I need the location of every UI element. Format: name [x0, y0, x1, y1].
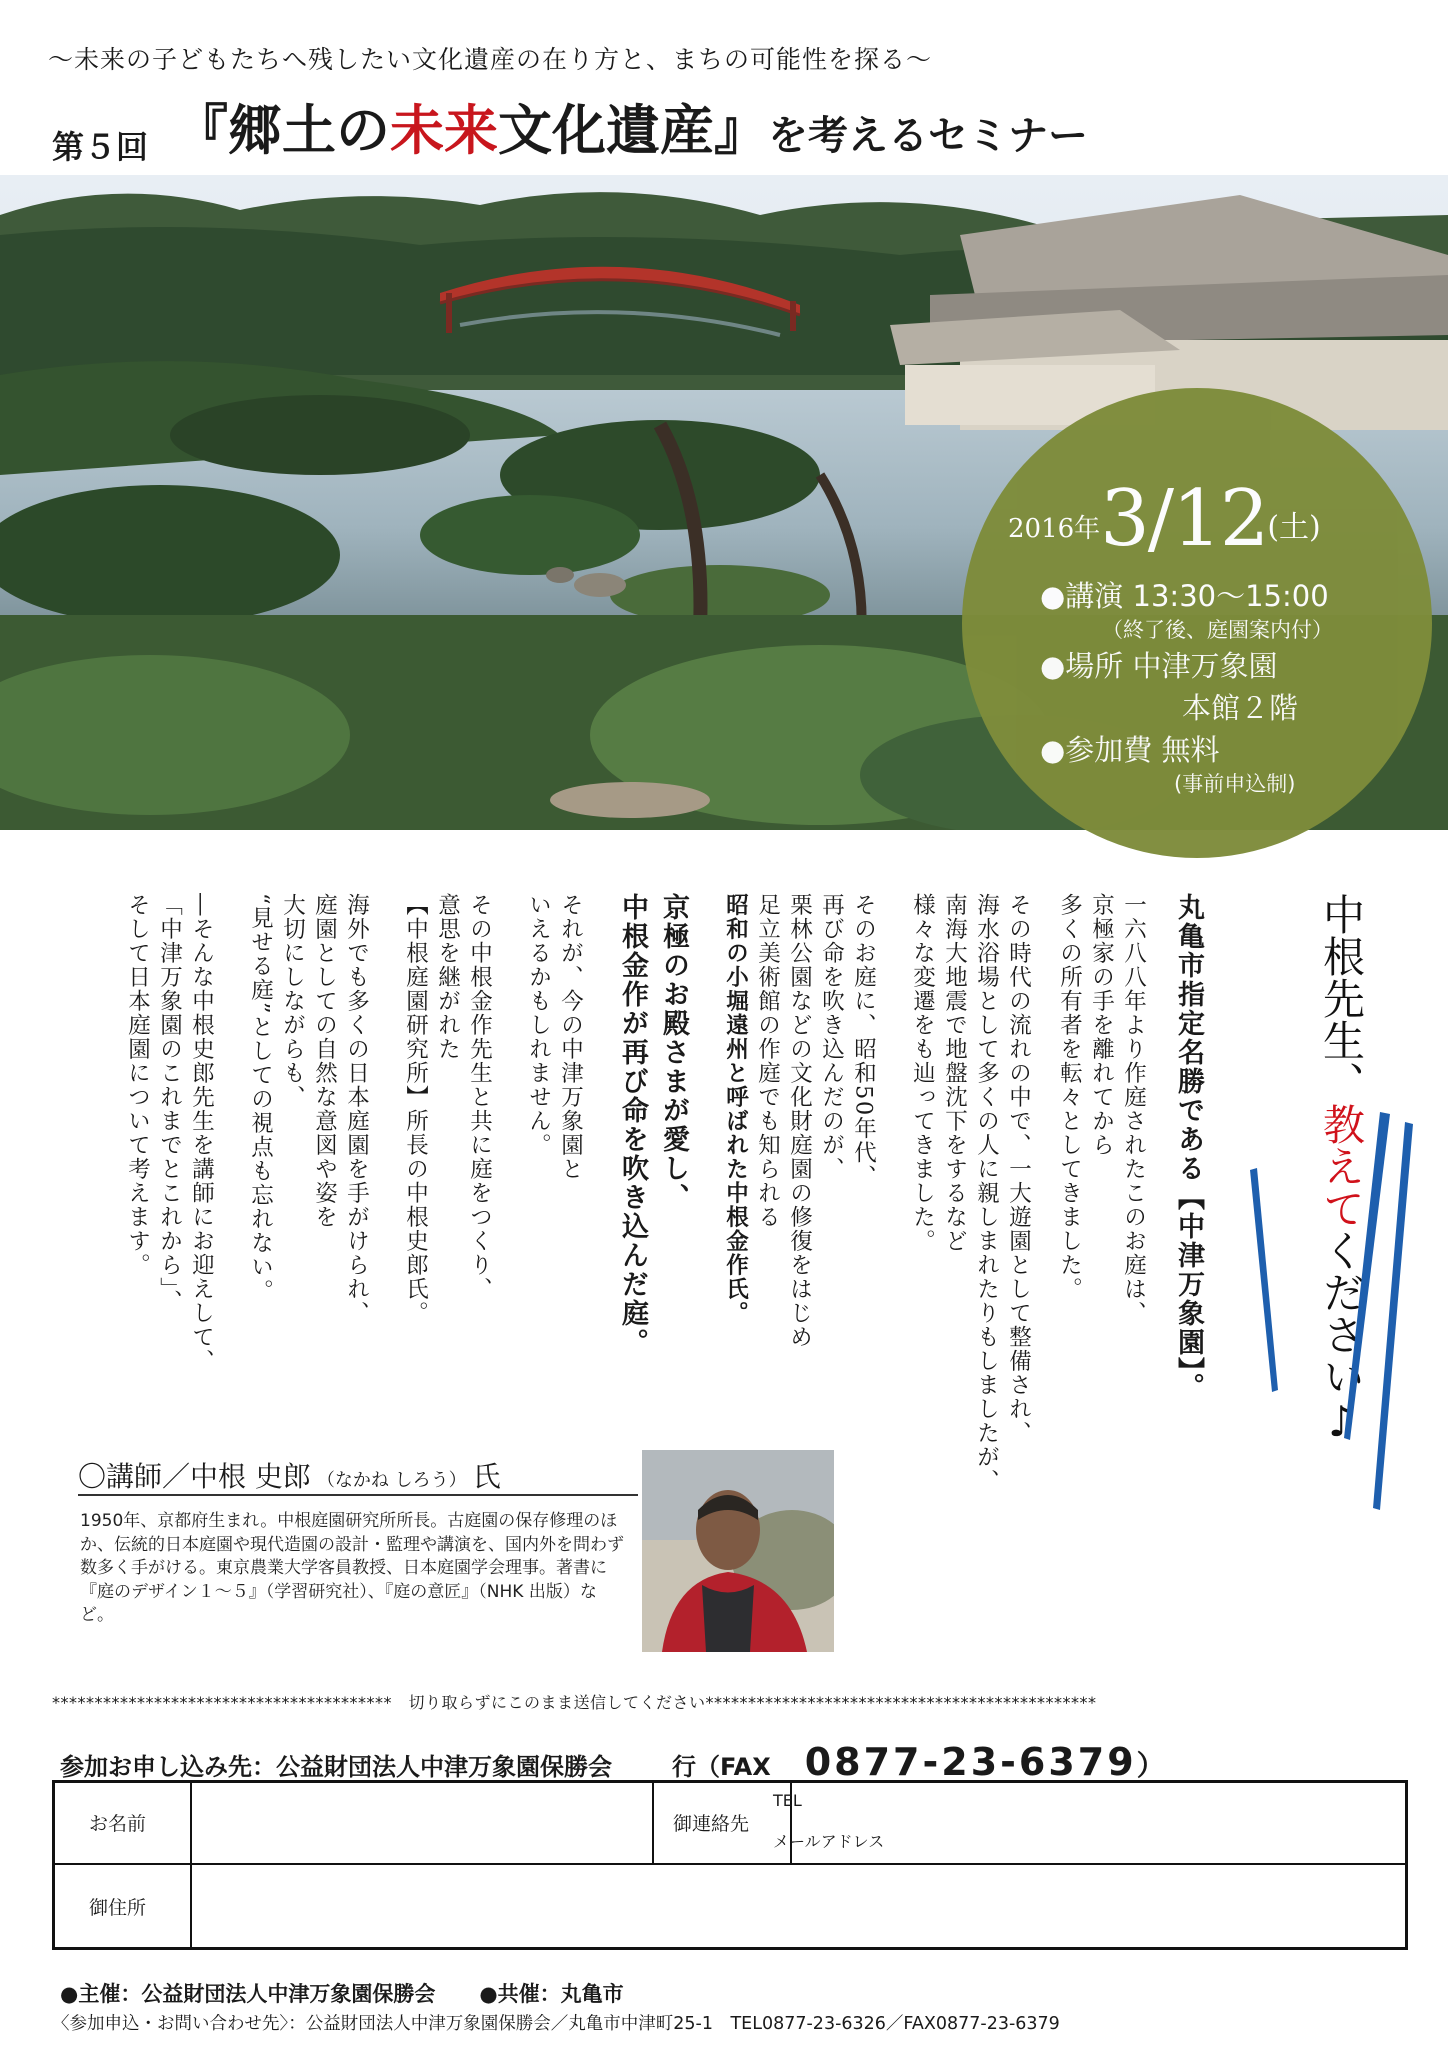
apply-to: 行（FAX: [672, 1753, 771, 1781]
text-column: 丸亀市指定名勝である【中津万象園】。: [1173, 893, 1204, 1402]
lecturer-heading: [78, 1455, 501, 1495]
title-round: 第５回: [52, 127, 149, 166]
host: ●主催：公益財団法人中津万象園保勝会: [60, 1982, 436, 2006]
event-place-sub: 本館２階: [1182, 691, 1299, 725]
event-lecture: ●講演 13:30〜15:00: [1040, 579, 1329, 613]
lecturer-divider: [78, 1494, 638, 1496]
mail-label: メールアドレス: [773, 1832, 885, 1851]
cut-line-notice: **************************************** 切り取らずにこのまま送信してください**********************************************: [52, 1693, 1097, 1712]
lecturer-photo: [642, 1450, 834, 1652]
fax-number: 0877-23-6379: [804, 1740, 1137, 1784]
event-day: 3/12: [1100, 474, 1268, 564]
lecturer-title: 〇講師／中根 史郎: [78, 1460, 311, 1493]
address-label: 御住所: [89, 1897, 147, 1919]
text-column: 海外でも多くの日本庭園を手がけられ、: [343, 893, 370, 1325]
heading-part1: 中根先生、: [1317, 893, 1366, 1103]
event-date: [1008, 474, 1321, 564]
tel-label: TEL: [773, 1791, 802, 1810]
apply-close: ）: [1136, 1749, 1165, 1782]
seminar-subtitle: 〜未来の子どもたちへ残したい文化遺産の在り方と、まちの可能性を探る〜: [48, 45, 933, 74]
heading-part2: ください♪: [1317, 1229, 1366, 1446]
text-column: 中根金作が再び命を吹き込んだ庭。: [617, 893, 648, 1357]
organizers: [60, 1978, 624, 2008]
text-column: 京極のお殿さまが愛し、: [658, 893, 689, 1212]
text-column: そのお庭に、昭和50年代、: [850, 893, 877, 1189]
text-column: 意思を継がれた: [434, 893, 461, 1061]
text-column: “見せる庭”としての視点も忘れない。: [247, 893, 274, 1304]
application-form: [52, 1780, 1408, 1950]
event-fee-note: (事前申込制): [1174, 772, 1296, 796]
text-column: 昭和の小堀遠州と呼ばれた中根金作氏。: [722, 893, 749, 1325]
seminar-title: [52, 88, 1088, 168]
text-column: それが、今の中津万象園と: [557, 893, 584, 1181]
text-column: その時代の流れの中で、一大遊園として整備され、: [1005, 893, 1032, 1445]
contact-field[interactable]: [792, 1783, 1405, 1865]
lecturer-suffix: 氏: [472, 1460, 501, 1493]
text-column: 一六八八年より作庭されたこのお庭は、: [1120, 893, 1147, 1325]
text-column: 京極家の手を離れてから: [1088, 893, 1115, 1157]
title-part1: 『郷土の: [174, 98, 391, 162]
contact-label: 御連絡先: [673, 1813, 750, 1835]
event-lecture-note: （終了後、庭園案内付）: [1102, 618, 1333, 642]
text-column: 「中津万象園のこれまでとこれから」、: [156, 893, 183, 1314]
text-column: 多くの所有者を転々としてきました。: [1056, 893, 1083, 1301]
name-field[interactable]: [192, 1783, 654, 1865]
text-column: 大切にしながらも、: [279, 893, 306, 1109]
text-column: 様々な変遷をも辿ってきました。: [909, 893, 936, 1253]
event-year: 2016年: [1008, 514, 1101, 544]
event-info-circle: [962, 388, 1432, 858]
event-place: ●場所 中津万象園: [1040, 649, 1278, 683]
text-column: その中根金作先生と共に庭をつくり、: [466, 893, 493, 1301]
name-label: お名前: [89, 1813, 147, 1835]
heading-red: 教えて: [1317, 1103, 1366, 1229]
text-column: ―そんな中根史郎先生を講師にお迎えして、: [188, 893, 215, 1373]
application-header: [60, 1740, 1165, 1784]
blue-strokes-decoration: [1230, 1110, 1430, 1530]
text-column: そして日本庭園について考えます。: [124, 893, 151, 1277]
text-column: 庭園としての自然な意図や姿を: [311, 893, 338, 1229]
text-column: 【中根庭園研究所】所長の中根史郎氏。: [402, 893, 429, 1325]
title-red: 未来: [390, 98, 499, 162]
event-fee: ●参加費 無料: [1040, 733, 1220, 767]
text-column: いえるかもしれません。: [525, 893, 552, 1157]
event-weekday: (土): [1267, 510, 1321, 545]
title-part2: 文化遺産』: [498, 98, 769, 162]
lecturer-kana: （なかね しろう）: [316, 1470, 467, 1491]
lecturer-bio: 1950年、京都府生まれ。中根庭園研究所所長。古庭園の保存修理のほか、伝統的日本庭園や現代造園の設計・監理や講演を、国内外を問わず数多く手がける。東京農業大学客員教授、日本庭園学会理事。著書に『庭のデザイン１〜５』（学習研究社）、『庭の意匠』（NHK 出版）など。: [80, 1511, 624, 1625]
title-after: を考えるセミナー: [768, 112, 1089, 159]
text-column: 南海大地震で地盤沈下をするなど: [941, 893, 968, 1253]
address-field[interactable]: [192, 1865, 1405, 1947]
text-column: 栗林公園などの文化財庭園の修復をはじめ: [786, 893, 813, 1349]
contact-info: 〈参加申込・お問い合わせ先〉：公益財団法人中津万象園保勝会／丸亀市中津町25-1 TEL0877-23-6326／FAX0877-23-6379: [52, 2014, 1060, 2034]
apply-label: 参加お申し込み先：公益財団法人中津万象園保勝会: [60, 1753, 612, 1781]
text-column: 足立美術館の作庭でも知られる: [754, 893, 781, 1229]
text-column: 再び命を吹き込んだのが、: [818, 893, 845, 1181]
text-column: 海水浴場として多くの人に親しまれたりもしましたが、: [973, 893, 1000, 1493]
cohost: ●共催：丸亀市: [479, 1982, 624, 2006]
